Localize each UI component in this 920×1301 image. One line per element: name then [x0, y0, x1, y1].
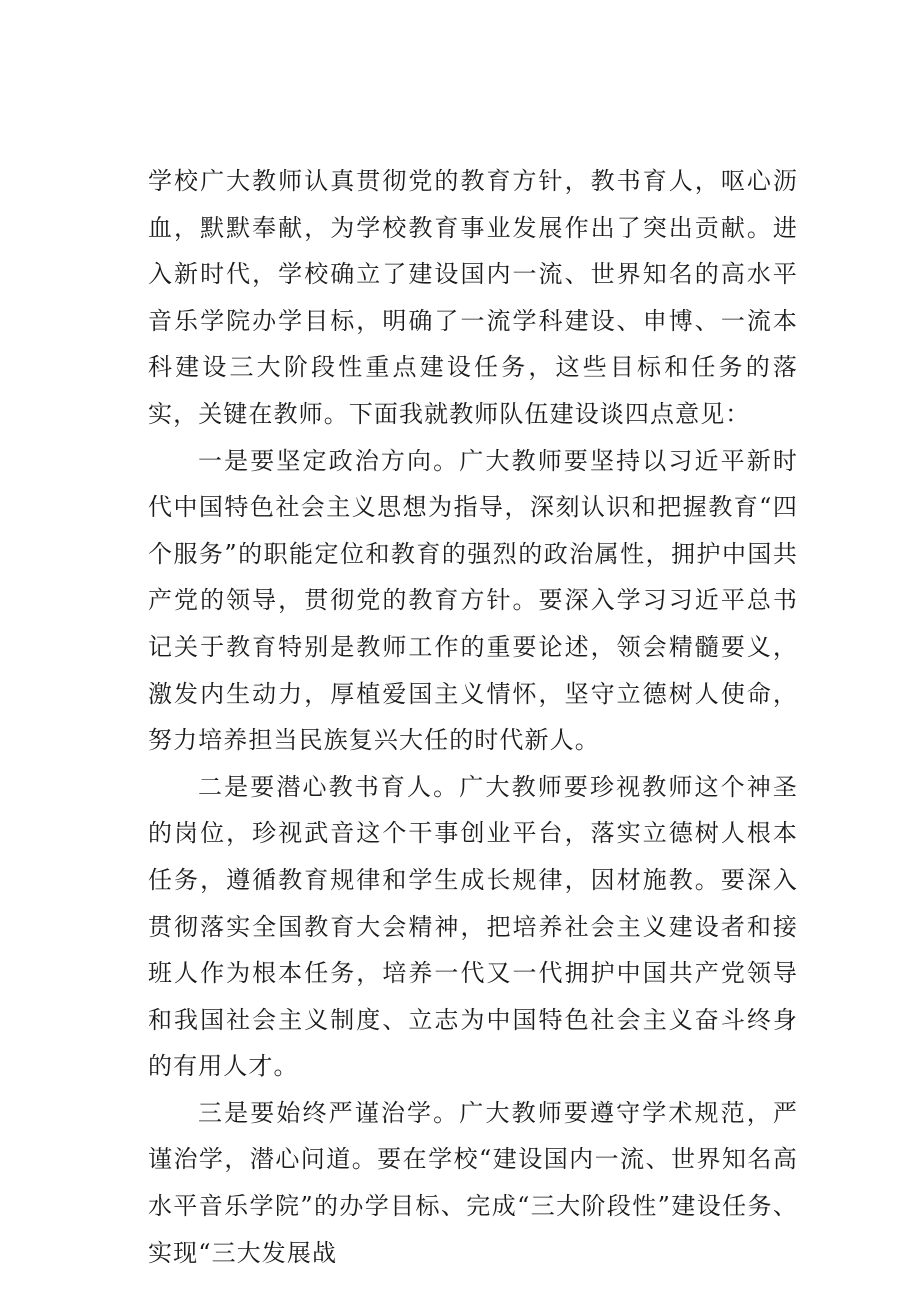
paragraph-political-direction: 一是要坚定政治方向。广大教师要坚持以习近平新时代中国特色社会主义思想为指导，深刻认识和把握教育“四个服务”的职能定位和教育的强烈的政治属性，拥护中国共产党的领导，贯彻党的教育方针。要深入学习习近平总书记关于教育特别是教师工作的重要论述，领会精髓要义，激发内生动力，厚植爱国主义情怀，坚守立德树人使命，努力培养担当民族复兴大任的时代新人。: [148, 446, 798, 755]
paragraph-teaching: 二是要潜心教书育人。广大教师要珍视教师这个神圣的岗位，珍视武音这个干事创业平台，落实立德树人根本任务，遵循教育规律和学生成长规律，因材施教。要深入贯彻落实全国教育大会精神，把培养社会主义建设者和接班人作为根本任务，培养一代又一代拥护中国共产党领导和我国社会主义制度、立志为中国特色社会主义奋斗终身的有用人才。: [148, 772, 798, 1081]
document-body: [148, 158, 798, 1276]
paragraph-scholarship: 三是要始终严谨治学。广大教师要遵守学术规范，严谨治学，潜心问道。要在学校“建设国内一流、世界知名高水平音乐学院”的办学目标、完成“三大阶段性”建设任务、实现“三大发展战: [148, 1098, 798, 1267]
paragraph-intro: 学校广大教师认真贯彻党的教育方针，教书育人，呕心沥血，默默奉献，为学校教育事业发展作出了突出贡献。进入新时代，学校确立了建设国内一流、世界知名的高水平音乐学院办学目标，明确了一流学科建设、申博、一流本科建设三大阶段性重点建设任务，这些目标和任务的落实，关键在教师。下面我就教师队伍建设谈四点意见：: [148, 167, 798, 428]
